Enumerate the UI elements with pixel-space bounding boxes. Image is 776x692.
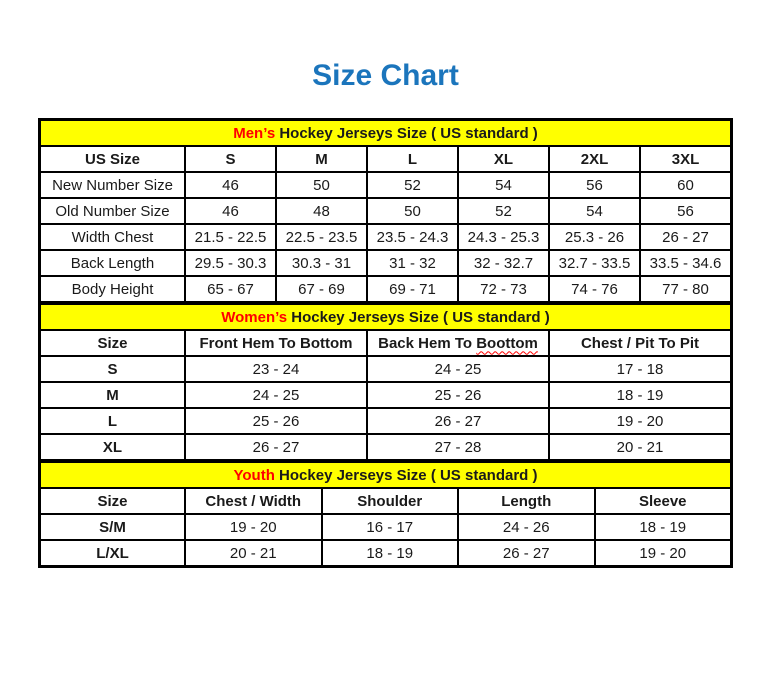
column-header: Front Hem To Bottom [185, 330, 367, 356]
column-header-text: Back Hem To [378, 334, 477, 352]
womens-heading-accent: Women’s [221, 308, 288, 326]
table-cell: 25.3 - 26 [549, 224, 640, 250]
table-cell: 50 [276, 172, 367, 198]
table-cell: 52 [458, 198, 549, 224]
table-cell: 46 [185, 172, 276, 198]
table-row [40, 276, 731, 302]
row-label: M [40, 382, 185, 408]
table-cell: 33.5 - 34.6 [640, 250, 731, 276]
mens-section-header [40, 120, 731, 146]
row-label: Width Chest [40, 224, 185, 250]
page-title: Size Chart [312, 59, 459, 92]
mens-heading-rest: Hockey Jerseys Size ( US standard ) [275, 124, 538, 142]
row-label: L/XL [40, 540, 185, 566]
table-cell: 54 [458, 172, 549, 198]
table-cell: 32.7 - 33.5 [549, 250, 640, 276]
table-cell: 74 - 76 [549, 276, 640, 302]
table-cell: 18 - 19 [549, 382, 731, 408]
table-cell: 54 [549, 198, 640, 224]
column-header: L [367, 146, 458, 172]
table-cell: 48 [276, 198, 367, 224]
table-cell: 24 - 25 [367, 356, 549, 382]
row-label: Old Number Size [40, 198, 185, 224]
column-header: Length [458, 488, 595, 514]
table-cell: 72 - 73 [458, 276, 549, 302]
table-cell: 46 [185, 198, 276, 224]
table-cell: 32 - 32.7 [458, 250, 549, 276]
table-cell: 65 - 67 [185, 276, 276, 302]
row-label: New Number Size [40, 172, 185, 198]
womens-section-header-row [40, 304, 731, 330]
column-header: S [185, 146, 276, 172]
table-cell: 25 - 26 [367, 382, 549, 408]
mens-section-header-row [40, 120, 731, 146]
column-header [367, 330, 549, 356]
table-cell: 26 - 27 [458, 540, 595, 566]
column-header: 3XL [640, 146, 731, 172]
table-row [40, 224, 731, 250]
table-cell: 17 - 18 [549, 356, 731, 382]
table-cell: 26 - 27 [367, 408, 549, 434]
table-cell: 24 - 26 [458, 514, 595, 540]
womens-column-header-row [40, 330, 731, 356]
misspelled-word: Boottom [476, 334, 538, 352]
table-cell: 20 - 21 [549, 434, 731, 460]
table-cell: 19 - 20 [595, 540, 732, 566]
row-label: S/M [40, 514, 185, 540]
table-cell: 18 - 19 [322, 540, 459, 566]
youth-heading-accent: Youth [233, 466, 275, 484]
column-header: M [276, 146, 367, 172]
table-cell: 56 [640, 198, 731, 224]
column-header: Chest / Width [185, 488, 322, 514]
column-header: Size [40, 488, 185, 514]
table-row [40, 382, 731, 408]
womens-size-table [39, 303, 732, 461]
table-cell: 19 - 20 [185, 514, 322, 540]
column-header: Shoulder [322, 488, 459, 514]
column-header: US Size [40, 146, 185, 172]
column-header: XL [458, 146, 549, 172]
table-cell: 21.5 - 22.5 [185, 224, 276, 250]
table-cell: 24 - 25 [185, 382, 367, 408]
size-chart-content [38, 0, 733, 568]
womens-heading-rest: Hockey Jerseys Size ( US standard ) [287, 308, 550, 326]
table-cell: 23.5 - 24.3 [367, 224, 458, 250]
table-cell: 69 - 71 [367, 276, 458, 302]
table-cell: 29.5 - 30.3 [185, 250, 276, 276]
table-row [40, 356, 731, 382]
youth-size-table [39, 461, 732, 567]
table-cell: 27 - 28 [367, 434, 549, 460]
table-cell: 30.3 - 31 [276, 250, 367, 276]
table-cell: 52 [367, 172, 458, 198]
column-header: Size [40, 330, 185, 356]
youth-section-header-row [40, 462, 731, 488]
size-chart-tables [38, 118, 733, 568]
table-row [40, 540, 731, 566]
table-row [40, 434, 731, 460]
table-cell: 18 - 19 [595, 514, 732, 540]
table-cell: 25 - 26 [185, 408, 367, 434]
table-row [40, 250, 731, 276]
table-row [40, 198, 731, 224]
table-cell: 26 - 27 [640, 224, 731, 250]
table-cell: 20 - 21 [185, 540, 322, 566]
row-label: XL [40, 434, 185, 460]
youth-column-header-row [40, 488, 731, 514]
mens-size-table [39, 119, 732, 303]
table-cell: 16 - 17 [322, 514, 459, 540]
table-cell: 26 - 27 [185, 434, 367, 460]
table-row [40, 408, 731, 434]
table-cell: 31 - 32 [367, 250, 458, 276]
mens-heading-accent: Men’s [233, 124, 276, 142]
table-row [40, 172, 731, 198]
row-label: Body Height [40, 276, 185, 302]
column-header: Chest / Pit To Pit [549, 330, 731, 356]
table-cell: 56 [549, 172, 640, 198]
youth-section-header [40, 462, 731, 488]
table-row [40, 514, 731, 540]
table-cell: 50 [367, 198, 458, 224]
column-header: Sleeve [595, 488, 732, 514]
youth-heading-rest: Hockey Jerseys Size ( US standard ) [274, 466, 538, 484]
mens-column-header-row [40, 146, 731, 172]
row-label: Back Length [40, 250, 185, 276]
column-header: 2XL [549, 146, 640, 172]
row-label: L [40, 408, 185, 434]
womens-section-header [40, 304, 731, 330]
table-cell: 77 - 80 [640, 276, 731, 302]
table-cell: 60 [640, 172, 731, 198]
table-cell: 19 - 20 [549, 408, 731, 434]
table-cell: 67 - 69 [276, 276, 367, 302]
row-label: S [40, 356, 185, 382]
table-cell: 22.5 - 23.5 [276, 224, 367, 250]
table-cell: 24.3 - 25.3 [458, 224, 549, 250]
table-cell: 23 - 24 [185, 356, 367, 382]
